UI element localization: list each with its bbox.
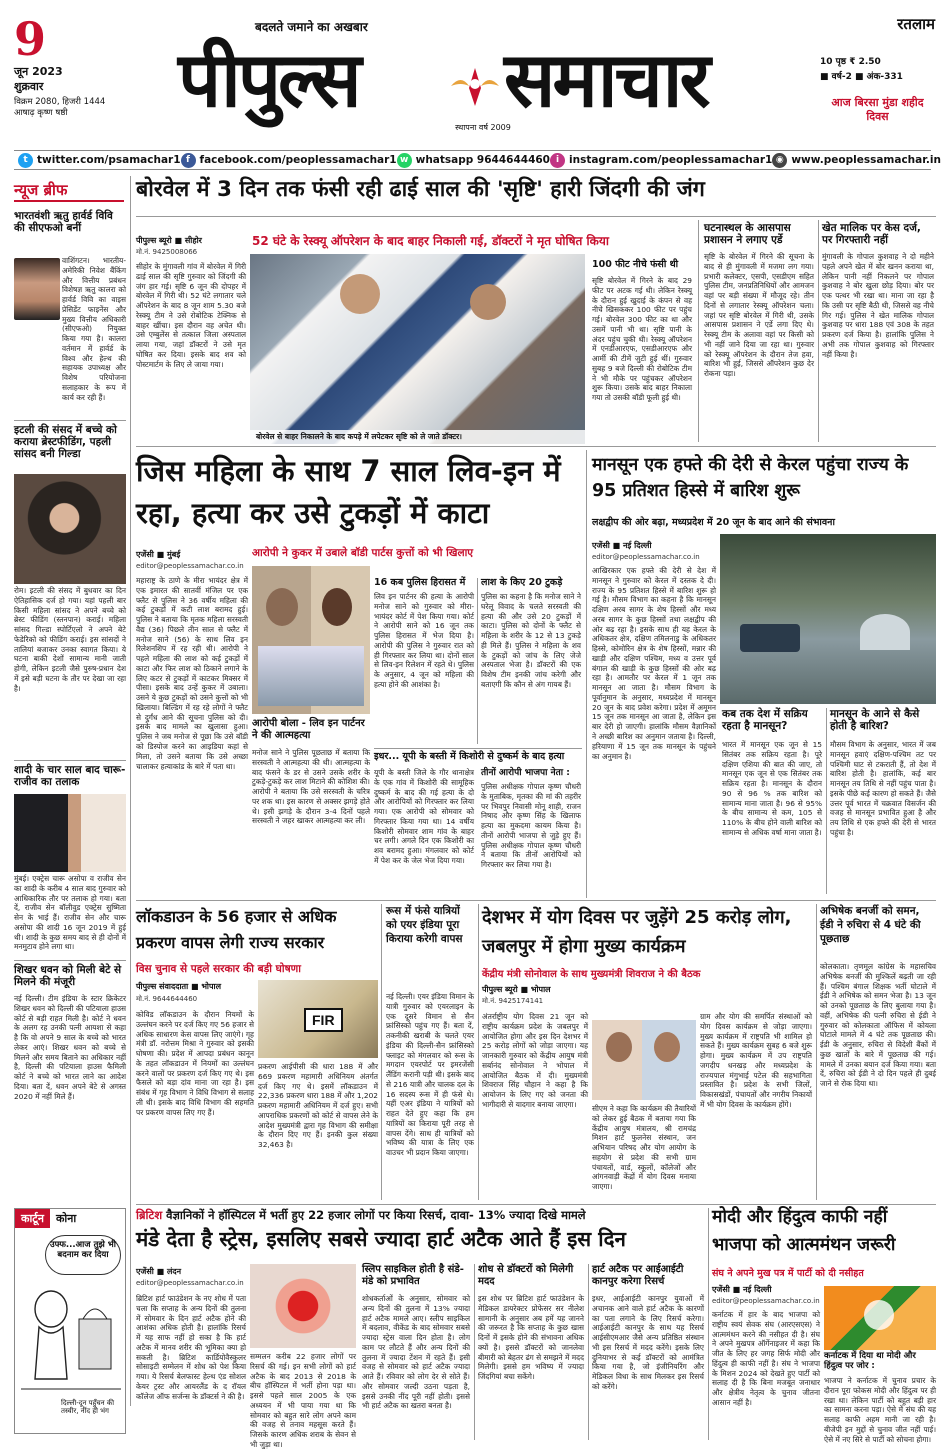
yoga-body1: अंतर्राष्ट्रीय योग दिवस 21 जून को राष्ट्रीय कार्यक्रम प्रदेश के जबलपुर में आयोजित होगा और इस दिन देशभर में 25 करोड़ लोगों को जोड़ा जाएगा। यह जानकारी गुरुवार को केंद्रीय आयुष मंत्री सर्बानंद सोनोवाल ने भोपाल में आयोजित बैठक में दी। मुख्यमंत्री शिवराज सिंह चौहान ने कहा है कि आयोजन के लिए गए को जनता की भागीदारी से यादगार बनाया जाएगा। [482,1012,588,1109]
modi-s1-text: भाजपा ने कर्नाटक में चुनाव प्रचार के दौरान पूरा फोकस मोदी और हिंदुत्व पर ही रखा था। लेकिन पार्टी को बहुत बड़ी हार का सामना करना पड़ा। ऐसे में संघ की यह सलाह काफी अहम मानी जा रही है। बीजेपी इन मुद्दों से चुनाव जीत नहीं पाई। ऐसे में नए सिरे से पार्टी को सोचना होगा। [824,1376,936,1444]
modi-photo [824,1286,936,1350]
cartoon-caption: दिल्ली-दून पहुँचन की तस्वीर, नींद ही भंग [61,1399,115,1416]
brief1-photo [14,258,60,320]
modi-s1-head: कर्नाटक में दिया था मोदी और हिंदुत्व पर जोर : [824,1351,916,1371]
social-website[interactable]: ◉ www.peoplessamachar.in [772,153,941,168]
lockdown-mobile: मो.नं. 9644644460 [136,995,198,1003]
social-instagram[interactable]: i instagram.com/peoplessamachar1 [550,153,772,168]
heart-s2-head: शोध से डॉक्टरों को मिलेगी मदद [478,1264,574,1287]
brief2-photo [14,474,126,584]
murder-body: महाराष्ट्र के ठाणे के मीरा भायंदर क्षेत्र में एक इमारत की सातवीं मंजिल पर एक फ्लैट से पुलिस ने 36 वर्षीय महिला की कई टुकड़ों में कटी लाश बरामद हुई। पुलिस ने बताया कि मृतक महिला सरस्वती वैद्य (36) पिछले तीन साल से फ्लैट में मनोज साने (56) के साथ लिव इन रिलेशनशिप में रह रही थी। आरोपी ने पहले महिला की लाश को कई टुकड़ों में काटा और फिर लाश को ठिकाने लगाने के लिए कटर से टुकड़ों में काटकर मिक्सर में पीसा। इसके बाद उन्हें कुकर में उबाला। उसने ये कुछ टुकड़ों को उसने कुत्तों को भी खिलाया। बिल्डिंग में रह रहे लोगों ने फ्लैट से दुर्गंध आने की सूचना पुलिस को दी। इसके बाद मामले का खुलासा हुआ। पुलिस ने जब मनोज से पूछा कि उसे बॉडी को डिस्पोज करने का आइडिया कहां से मिला, तो उसने बताया कि उसे अच्छा चालाकर हत्याकांड के बारे में पता था। [136,576,248,771]
year-issue: ■ वर्ष-2 ■ अंक-331 [820,72,903,82]
monsoon-s1-text: भारत में मानसून एक जून से 15 सितंबर तक सक्रिय रहता है। पूरे दक्षिण एशिया की बात की जाए, तो मानसून एक जून से एक सितंबर तक सक्रिय रहता है। मानसून के दौरान 90 से 96 % तक बारिश को सामान्य माना जाता है। 96 से 95% के बीच सामान्य से कम, 105 से 110% के बीच होने वाली बारिश को सामान्य से अधिक वर्षा माना जाता है। [722,740,822,837]
social-facebook[interactable]: f facebook.com/peoplessamachar1 [181,153,397,168]
abhishek-headline: अभिषेक बनर्जी को समन, ईडी ने रुचिरा से 4 घंटे की पूछताछ [820,905,921,946]
lockdown-subheadline: विस चुनाव से पहले सरकार की बड़ी घोषणा [136,963,301,975]
monsoon-photo [720,534,936,704]
founded-year: स्थापना वर्ष 2009 [455,123,511,132]
brief3-headline: शादी के चार साल बाद चारू-राजीव का तलाक [14,764,126,789]
lead-photo-caption: बोरवेल से बाहर निकालने के बाद कपड़े में लपेटकर सृष्टि को ले जाते डॉक्टर। [250,430,585,444]
murder-email: editor@peoplessamachar.co.in [136,562,244,570]
murder-s2-head: लाश के किए 20 टुकड़े [481,577,563,588]
lead-photo [250,254,585,444]
social-whatsapp[interactable]: w whatsapp 9644644460 [397,153,550,168]
monsoon-s1-head: कब तक देश में सक्रिय रहता है मानसून? [722,708,808,733]
murder-s2-text: पुलिस का कहना है कि मनोज साने ने घरेलू विवाद के चलते सरस्वती की हत्या की और उसे 20 टुकड़ों में काटा। पुलिस को दोनों के फ्लैट से महिला के शरीर के 12 से 13 टुकड़े ही मिले हैं। पुलिस ने महिला के शव के टुकड़ों को जांच के लिए जेजे अस्पताल भेजा है। डॉक्टरों की एक विशेष टीम इनकी जांच करेगी और बताएगी कि कौन से अंग गायब हैं। [481,592,581,689]
modi-headline2: भाजपा को आत्ममंथन जरूरी [712,1235,896,1255]
brief1-headline: भारतवंशी ऋतु हार्वर्ड विवि की सीएफओ बनीं [14,210,113,235]
monsoon-email: editor@peoplessamachar.co.in [592,553,700,561]
murder-s1-text: लिव इन पार्टनर की हत्या के आरोपी मनोज साने को गुरुवार को मीरा-भायंदर कोर्ट में पेश किया गया। कोर्ट ने आरोपी साने को 16 जून तक पुलिस हिरासत में भेज दिया है। आरोपी की पुलिस ने गुरुवार रात को ही गिरफ्तार कर लिया था। दोनों साल से लिव-इन रिलेशन में रहते थे। पुलिस के अनुसार, 4 जून को महिला की हत्या होने की आशंका है। [374,592,474,689]
lockdown-photo [258,980,378,1058]
lead-body: सीहोर के मुंगावली गांव में बोरवेल में गिरी ढाई साल की सृष्टि गुरुवार को जिंदगी की जंग हार गई। सृष्टि 6 जून की दोपहर में बोरवेल में गिरी थी। 52 घंटे लगातार चले ऑपरेशन के बाद 8 जून शाम 5.30 बजे रेस्क्यू टीम ने उसे रोबोटिक टेक्निक से बाहर खींचा। इस दौरान वह अचेत थी। उसे एम्बुलेंस से तत्काल जिला अस्पताल लाया गया, जहां डॉक्टरों ने उसे मृत घोषित कर दिया। इसके बाद शव को पोस्टमार्टम के लिए ले जाया गया। [136,262,246,369]
heart-s2-text: इस शोध पर ब्रिटिश हार्ट फाउंडेशन के मेडिकल डायरेक्टर प्रोफेसर सर नीलेश सामानी के अनुसार अब हमें यह जानने की जरूरत है कि सप्ताह के कुछ खास दिनों में इसके होने की संभावना अधिक क्यों है। इससे डॉक्टरों को जानलेवा बीमारी को बेहतर ढंग से समझने में मदद मिलेगी। इससे हम भविष्य में ज्यादा जिंदगियां बचा सकेंगे। [478,1294,584,1382]
heart-kicker: ब्रिटिश [136,1208,163,1222]
date-paksh: आषाढ़ कृष्ण षष्ठी [14,108,68,118]
modi-email: editor@peoplessamachar.co.in [712,1297,820,1305]
pages-price: 10 पृष्ठ ₹ 2.50 [820,57,881,67]
lead-s3-head: खेत मालिक पर केस दर्ज, पर गिरफ्तारी नहीं [822,222,921,247]
russia-headline: रूस में फंसे यात्रियों को एयर इंडिया पूरा किराया करेगी वापस [386,905,463,946]
modi-subheadline: संघ ने अपने मुख पत्र में पार्टी को दी नसीहत [712,1268,864,1279]
brief-label: न्यूज ब्रीफ [14,180,124,202]
heart-photo [250,1264,356,1348]
edition-info [820,14,935,144]
monsoon-byline: एजेंसी ■ नई दिल्ली [592,541,652,550]
masthead-title-right: समाचार [504,35,708,124]
yoga-mobile: मो.नं. 9425174141 [482,997,544,1005]
murder-s5-head: तीनों आरोपी भाजपा नेता : [481,768,570,778]
cartoon-bubble: उफ्फ...आज तुझे भी बदनाम कर दिया [45,1235,121,1275]
lead-side-text: सृष्टि बोरवेल में गिरने के बाद 29 फीट पर अटक गई थी। लेकिन रेस्क्यू के दौरान हुई खुदाई के कंपन से वह नीचे खिसककर 100 फीट पर पहुंच गई। बोरवेल 300 फीट का था और उसमें पानी भी था। सृष्टि पानी के अंदर पहुंच चुकी थी। रेस्क्यू ऑपरेशन में एनडीआरएफ, एसडीआरएफ और आर्मी की टीमें जुटी हुई थीं। गुरुवार सुबह 9 बजे दिल्ली की रोबोटिक टीम ने भी मौके पर पहुंचकर ऑपरेशन शुरू किया। उसके बाद बाहर निकाला गया तो उसकी बॉडी फूली हुई थी। [592,276,692,403]
murder-photo [252,566,370,714]
date-box [14,12,114,166]
modi-body: कर्नाटक में हार के बाद भाजपा को राष्ट्रीय स्वयं सेवक संघ (आरएसएस) ने आत्ममंथन करने की नसीहत दी है। संघ ने अपने मुखपत्र ऑर्गेनाइजर में कहा कि जीत के लिए हर जगह सिर्फ मोदी और हिंदुत्व ही काफी नहीं है। संघ ने भाजपा के मिशन 2024 को देखते हुए पार्टी को सलाह दी है कि बिना मजबूत जनाधार और क्षेत्रीय नेतृत्व के चुनाव जीतना आसान नहीं है। [712,1310,820,1407]
abhishek-body: कोलकाता। तृणमूल कांग्रेस के महासचिव अभिषेक बनर्जी की मुश्किलें बढ़ती जा रही हैं। पश्चिम बंगाल शिक्षक भर्ती घोटाले में ईडी ने अभिषेक को समन भेजा है। 13 जून को उनको पूछताछ के लिए बुलाया गया है। वहीं, अभिषेक की पत्नी रुचिरा से ईडी ने गुरुवार को कोलकाता ऑफिस में कोयला घोटाले मामले में 4 घंटे तक पूछताछ की। ईडी के अनुसार, रुचिरा से विदेशी बैंकों में कुछ खातों के बारे में पूछताछ की गई। मामले में उनका बयान दर्ज किया गया। बता दें, रुचिरा को ईडी ने दो दिन पहले ही दुबई जाने से रोक दिया था। [820,962,936,1089]
date-vikram: विक्रम 2080, हिजरी 1444 [14,97,106,107]
date-month: जून 2023 [14,65,63,78]
murder-s4-head: इधर... यूपी के बस्ती में किशोरी से दुष्कर्म के बाद हत्या [374,751,565,762]
heart-byline: एजेंसी ■ लंदन [136,1267,182,1276]
edition-city: रतलाम [897,15,935,33]
brief4-headline: शिखर धवन को मिली बेटे से मिलने की मंजूरी [14,964,122,989]
heart-s3-head: हार्ट अटैक पर आईआईटी कानपुर करेगा रिसर्च [592,1264,684,1287]
heart-headline1: वैज्ञानिकों ने हॉस्पिटल में भर्ती हुए 22 हजार लोगों पर किया रिसर्च, दावा- 13% ज्यादा दिखे मामले [166,1208,586,1222]
russia-body: नई दिल्ली। एयर इंडिया विमान के यात्री गुरुवार को एयरलाइन के एक दूसरे विमान से सैन फ्रांसिस्को पहुंच गए हैं। बता दें, तकनीकी खराबी के चलते एयर इंडिया की दिल्ली-सैन फ्रांसिस्को फ्लाइट को मंगलवार को रूस के मगदान एयरपोर्ट पर इमरजेंसी लैंडिंग करानी पड़ी थी। इसके बाद से 216 यात्री और चालक दल के 16 सदस्य रूस में ही फंसे थे। यहीं एअर इंडिया ने यात्रियों को राहत देते हुए कहा कि हम यात्रियों का किराया पूरी तरह से वापस देंगे। साथ ही यात्रियों को भविष्य की यात्रा के लिए एक वाउचर भी प्रदान किया जाएगा। [386,992,474,1158]
anniversary-note: आज बिरसा मुंडा शहीद दिवस [831,96,924,124]
whatsapp-icon: w [397,153,412,168]
heart-body1: ब्रिटिश हार्ट फाउंडेशन के नए शोध में पता चला कि सप्ताह के अन्य दिनों की तुलना में सोमवार के दिन हार्ट अटैक होने की आशंका अधिक होती है। हालांकि रिसर्च में यह साफ नहीं हो सका है कि हार्ट अटैक में मानव शरीर की भूमिका क्या हो सकती है। ब्रिटिश कार्डियोवैस्कुलर सोसाइटी सम्मेलन में शोध को पेश किया गया। ये रिसर्च बेलफास्ट हेल्थ एंड सोशल केयर ट्रस्ट और आयरलैंड के द रॉयल कॉलेज ऑफ सर्जन्स के डॉक्टर्स ने की है। [136,1294,246,1401]
yoga-photo [592,1020,696,1100]
heart-headline2: मंडे देता है स्ट्रेस, इसलिए सबसे ज्यादा हार्ट अटैक आते हैं इस दिन [136,1227,626,1251]
cartoon-drawing-icon [21,1279,121,1399]
instagram-icon: i [550,153,565,168]
heart-email: editor@peoplessamachar.co.in [136,1279,244,1287]
globe-icon: ◉ [772,153,787,168]
lockdown-byline: पीपुल्स संवाददाता ■ भोपाल [136,982,222,991]
murder-s1-head: 16 कब पुलिस हिरासत में [374,577,466,588]
lead-headline: बोरवेल में 3 दिन तक फंसी रही ढाई साल की 'सृष्टि' हारी जिंदगी की जंग [136,177,705,202]
lead-s3-text: मुंगावली के गोपाल कुशवाह ने दो महीने पहले अपने खेत में बोर खनन कराया था, लेकिन पानी नहीं निकलने पर गोपाल कुशवाह ने बोर खुला छोड़ दिया। बोर पर एक पत्थर भी रखा था। माना जा रहा है कि उसी पर सृष्टि बैठी थी, जिससे वह नीचे गिर गई। पुलिस ने खेत मालिक गोपाल कुशवाह पर धारा 188 एवं 308 के तहत प्रकरण दर्ज किया है। हालांकि पुलिस ने अभी तक गोपाल कुशवाह को गिरफ्तार नहीं किया है। [822,252,934,359]
brief4-text: नई दिल्ली। टीम इंडिया के स्टार क्रिकेटर शिखर धवन को दिल्ली की पटियाला हाउस कोर्ट से बड़ी राहत मिली है। कोर्ट ने धवन के अलग रह उनकी पत्नी आयशा से कहा है कि वो अपने 9 साल के बच्चे को भारत लेकर आएं। शिखर धवन को बच्चे से मिलने और समय बिताने का अधिकार नहीं है, दिल्ली की पटियाला हाउस फैमिली कोर्ट ने बच्चे को भारत लाने का आदेश दिया। बता दें, धवन अपने बेटे से अगस्त 2020 में नहीं मिले हैं। [14,994,126,1101]
murder-headline: जिस महिला के साथ 7 साल लिव-इन में रहा, हत्या कर उसे टुकड़ों में काटा [136,454,561,531]
murder-s5-text: पुलिस अधीक्षक गोपाल कृष्ण चौधरी के मुताबिक, मृतका की मां की तहरीर पर भिवपुर निवासी मोनू शाही, राजन निषाद और कृष्ण सिंह के खिलाफ हत्या का मुकदमा कायम किया है। तीनों आरोपी भाजपा से जुड़े हुए हैं। पुलिस अधीक्षक गोपाल कृष्ण चौधरी ने बताया कि तीनों आरोपियों को गिरफ्तार कर लिया गया है। [481,782,581,870]
monsoon-body: आखिरकार एक हफ्ते की देरी से देश में मानसून ने गुरुवार को केरल में दस्तक दे दी। राज्य के 95 प्रतिशत हिस्से में बारिश शुरू हो गई है। मौसम विभाग का कहना है कि मानसून दक्षिण अरब सागर के शेष हिस्सों और मध्य अरब सागर के कुछ हिस्सों तथा लक्षद्वीप की ओर बढ़ रहा है। इसके साथ ही यह केरल के अधिकतर क्षेत्र, दक्षिण तमिलनाडु के अधिकतर हिस्से, कोमोरिन क्षेत्र के शेष हिस्सों, मन्नार की खाड़ी और दक्षिण पश्चिम, मध्य व उत्तर पूर्व बंगाल की खाड़ी के कुछ हिस्सों की ओर बढ़ रहा है। आमतौर पर केरल में 1 जून तक मानसून आ जाता है। मौसम विभाग के पूर्वानुमान के अनुसार, मध्यप्रदेश में मानसून 20 जून के बाद प्रवेश करेगा। प्रदेश में अमूमन 15 जून तक मानसून आ जाता है, लेकिन इस बार देरी हो जाएगी। हालांकि मौसम वैज्ञानिकों ने अच्छी बारिश का अनुमान जताया है। दिल्ली, हरियाणा में 15 जून तक मानसून के पहुंचने का अनुमान है। [592,566,716,761]
lead-s2-text: सृष्टि के बोरवेल में गिरने की सूचना के बाद से ही मुंगावली में मजमा लग गया। प्रभारी कलेक्टर, एसपी, एसडीएम सहित पुलिस टीम, जनप्रतिनिधियों और आमजन वहां पर बड़ी संख्या में मौजूद रहे। तीन दिनों से लगातार रेस्क्यू ऑपरेशन चला। जहां पर सृष्टि बोरवेल में गिरी थी, उसके आसपास प्रशासन ने एर्डे लगा दिए थे। रेस्क्यू टीम के अलावा वहां पर किसी को भी नहीं जाने दिया जा रहा था। गुरुवार को रेस्क्यू ऑपरेशन के दौरान तेज हवा, बारिश भी हुई, जिससे ऑपरेशन कुछ देर रोकना पड़ा। [704,252,814,379]
date-day: शुक्रवार [14,80,44,93]
social-twitter[interactable]: t twitter.com/psamachar1 [18,153,181,168]
lead-subheadline: 52 घंटे के रेस्क्यू ऑपरेशन के बाद बाहर निकाली गई, डॉक्टरों ने मृत घोषित किया [252,234,609,248]
yoga-body2: सीएम ने कहा कि कार्यक्रम की तैयारियों को लेकर हुई बैठक में बताया गया कि केंद्रीय आयुष मंत्रालय, श्री रामचंद्र मिशन हार्ट फुलनेस संस्थान, जन अभियान परिषद और योग आयोग के सहयोग से प्रदेश की सभी ग्राम पंचायतों, वार्ड, स्कूलों, कॉलेजों और आंगनवाड़ी केंद्रों में योग दिवस मनाया जाएगा। [592,1104,696,1192]
modi-headline1: मोदी और हिंदुत्व काफी नहीं [712,1207,888,1227]
murder-s3-head: आरोपी बोला - लिव इन पार्टनर ने की आत्महत्या [252,718,365,741]
yoga-byline: पीपुल्स ब्यूरो ■ भोपाल [482,985,551,994]
yoga-headline: देशभर में योग दिवस पर जुड़ेंगे 25 करोड़ लोग, जबलपुर में होगा मुख्य कार्यक्रम [482,907,792,957]
brief3-photo [14,794,126,872]
yoga-subheadline: केंद्रीय मंत्री सोनोवाल के साथ मुख्यमंत्री शिवराज ने की बैठक [482,969,701,980]
heart-body2: सम्मलन करीब 22 हजार लोगों पर रिसर्च की गई। इन सभी लोगों को हार्ट अटैक के बाद 2013 से 2018 के बीच हॉस्पिटल में भर्ती होना पड़ा था। इससे पहले साल 2005 के एक अध्ययन में भी पाया गया था कि सोमवार को बहुत सारे लोग अपने काम की वजह से तनाव महसूस करते हैं। जिसके कारण अधिक शराब के सेवन से भी जुड़ा था। [250,1352,356,1449]
cartoon-label: कार्टून [15,1209,50,1228]
lockdown-body2: प्रकरण आईपीसी की धारा 188 में और 669 प्रकरण महामारी अधिनियम अंतर्गत दर्ज किए गए थे। इसमें लॉकडाउन में 22,336 प्रकरण धारा 188 में और 1,202 प्रकरण महामारी अधिनियम में दर्ज हुए। सभी आपराधिक प्रकरणों को कोर्ट से वापस लेने के आदेश मुख्यमंत्री द्वारा गृह विभाग की समीक्षा के दौरान दिए गए हैं। इनकी कुल संख्या 32,463 है। [258,1062,378,1150]
murder-s4-text: यूपी के बस्ती जिले के गौर थानाक्षेत्र के एक गांव में किशोरी की सामूहिक दुष्कर्म के बाद की गई हत्या के दो और आरोपियों को गिरफ्तार कर लिया गया। एक आरोपी को सोमवार को गिरफ्तार किया गया था। 14 वर्षीय किशोरी सोमवार शाम गांव के बाहर चर लगी। अगले दिन एक किशोरी का शव बरामद हुआ। मंगलवार को कोर्ट में पेश कर के जेल भेज दिया गया। [374,768,474,865]
cartoon-name: कोना [55,1212,77,1225]
facebook-icon: f [181,153,196,168]
cartoon-box [14,1208,126,1434]
murder-subheadline: आरोपी ने कुकर में उबाले बॉडी पार्टस कुत्तों को भी खिलाए [252,547,474,559]
heart-s1-text: शोधकर्ताओं के अनुसार, सोमवार को अन्य दिनों की तुलना में 13% ज्यादा हार्ट अटैक मामले आए। स्लीप साइकिल में बदलाव, वीकेंड के बाद सोमवार सबसे ज्यादा स्ट्रेस वाला दिन होता है। लोग काम पर लौटते हैं और अन्य दिनों की तुलना में ज्यादा टेंशन में रहते हैं। इसी वजह से सोमवार को हार्ट अटैक ज्यादा आते हैं। रविवार को लोग देर से सोते हैं। और सोमवार जल्दी उठना पड़ता है, इससे उनकी नींद पूरी नहीं होती। इससे भी हार्ट अटैक का खतरा बनता है। [362,1294,470,1411]
logo-emblem-icon [447,62,503,112]
lockdown-body1: कोविड लॉकडाउन के दौरान नियमों के उल्लंघन करने पर दर्ज किए गए 56 हजार से अधिक साधारण केस वापस लिए जाएंगे। गृह मंत्री डॉ. नरोत्तम मिश्रा ने गुरुवार को इसकी घोषणा की। प्रदेश में आपदा प्रबंधन कानून के तहत लॉकडाउन में नियमों का उल्लंघन करने वालों पर प्रकरण दर्ज किए गए थे। इस फैसले को बड़ा दांव माना जा रहा है। इस संबंध में गृह विभाग ने विधि विभाग से सलाह ली थी। इसके बाद विधि विभाग की सहमति पर प्रकरण वापस लिए गए हैं। [136,1010,254,1117]
brief2-text: रोम। इटली की संसद में बुधवार का दिन ऐतिहासिक दर्ज हो गया। यहां पहली बार किसी महिला सांसद ने अपने बच्चे को ब्रेस्ट फीडिंग (स्तनपान) कराई। महिला सांसद गिल्डा स्पोर्टिएलो ने अपने बेटे फेडेरिको को फीडिंग कराई। इस सांसदों ने तालियां बजाकर उनका स्वागत किया। ये घटना बाकी देशों सामान्य मानी जाती होगी, लेकिन इटली जैसे पुरुष-प्रधान देश में इसे बड़ी घटना के तौर पर देखा जा रहा है। [14,586,126,693]
heart-top-line [136,1208,706,1224]
lead-s2-head: घटनास्थल के आसपास प्रशासन ने लगाए एर्डे [704,222,791,247]
monsoon-s2-text: मौसम विभाग के अनुसार, भारत में जब मानसून हवाएं दक्षिण-पश्चिम तट पर पश्चिमी घाट से टकराती हैं, तो देश में बारिश होती है। हालांकि, कई बार मानसून तय तिथि से नहीं पहुंच पाता है। इसके पीछे कई कारण हो सकते हैं। जैसे उत्तर पूर्व भारत में चक्रवात विसर्जन की वजह से मानसून प्रभावित हुआ है और तय तिथि से एक हफ्ते की देरी से भारत पहुंचा है। [830,740,936,837]
lead-side-sub: 100 फीट नीचे फंसी थी [592,259,679,270]
murder-byline: एजेंसी ■ मुंबई [136,550,181,559]
fir-label: FIR [304,1008,343,1032]
brief2-headline: इटली की संसद में बच्चे को कराया ब्रेस्टफीडिंग, पहली सांसद बनी गिल्डा [14,424,117,461]
heart-s3-text: इधर, आईआईटी कानपुर युवाओं में अचानक आने वाले हार्ट अटैक के कारणों का पता लगाने के लिए रिसर्च करेगा। आईआईटी कानपुर के साथ यह रिसर्च आईसीएमआर जैसे अन्य प्रतिष्ठित संस्थान भी इस रिसर्च में मदद करेंगे। इसके लिए दुनियाभर से कई डॉक्टरों को आमंत्रित किया गया है, जो इंजीनियरिंग और मेडिकल विधा के साथ मिलकर इस रिसर्च को करेंगे। [592,1294,704,1391]
brief1-text: वाशिंगटन। भारतीय-अमेरिकी निवेश बैंकिंग और वित्तीय प्रबंधन विशेषज्ञ ऋतु कालरा को हार्वर्ड विवि का वाइस प्रेसिडेंट फाइनेंस और मुख्य वित्तीय अधिकारी (सीएफओ) नियुक्त किया गया है। कालरा वर्तमान में हार्वर्ड के विश्व और हेल्थ की सहायक उपाध्यक्ष और विशेष परियोजना सलाहकार के रूप में कार्य कर रही हैं। [62,256,126,402]
social-bar [14,150,941,170]
monsoon-headline: मानसून एक हफ्ते की देरी से केरल पहुंचा राज्य के 95 प्रतिशत हिस्से में बारिश शुरू [592,455,909,502]
lockdown-headline: लॉकडाउन के 56 हजार से अधिक प्रकरण वापस लेगी राज्य सरकार [136,907,337,952]
heart-s1-head: स्लिप साइकिल होती है संडे-मंडे को प्रभावित [362,1264,464,1287]
brief3-text: मुंबई। एक्ट्रेस चारू असोपा व राजीव सेन का शादी के करीब 4 साल बाद गुरुवार को आधिकारिक तौर पर तलाक हो गया। बता दें, राजीव सेन बॉलीवुड एक्ट्रेस सुष्मिता सेन के भाई हैं। राजीव सेन और चारू असोपा की शादी 16 जून 2019 में हुई थी। शादी के कुछ समय बाद से ही दोनों में मनमुटाव होने लगा था। [14,874,126,952]
modi-byline: एजेंसी ■ नई दिल्ली [712,1285,772,1294]
date-number: 9 [14,12,47,66]
monsoon-s2-head: मानसून के आने से कैसे होती है बारिश? [830,708,920,733]
murder-s3-text: मनोज साने ने पुलिस पूछताछ में बताया कि सरस्वती ने आत्महत्या की थी। आत्महत्या के बाद फंसने के डर से उसने उसके शरीर के टुकड़े-टुकड़े कर लाश मिटाने की कोशिश की। आरोपी ने बताया कि उसे सरस्वती के चरित्र पर शक था। इस कारण से अक्सर झगड़े होते थे। इसी झगड़े के दौरान 3-4 दिनों पहले सरस्वती ने जहर खाकर आत्महत्या कर ली। [252,748,370,826]
lead-byline: पीपुल्स ब्यूरो ■ सीहोर [136,236,202,245]
monsoon-subheadline: लक्षद्वीप की ओर बढ़ा, मध्यप्रदेश में 20 जून के बाद आने की संभावना [592,517,835,528]
masthead-title-left: पीपुल्स [178,35,359,124]
yoga-body3: ग्राम और योग की समर्पित संस्थाओं को योग दिवस कार्यक्रम से जोड़ा जाएगा। मुख्य कार्यक्रम में राष्ट्रपति भी शामिल हो सकते हैं। मुख्य कार्यक्रम सुबह 6 बजे शुरू होगा। मुख्य कार्यक्रम में उप राष्ट्रपति जगदीप धनखड़ और मध्यप्रदेश के राज्यपाल मंगुभाई पटेल की सहभागिता प्रस्तावित है। प्रदेश के सभी जिलों, विकासखंडों, पंचायतों और नगरीय निकायों में भी योग दिवस के कार्यक्रम होंगे। [700,1012,812,1109]
lead-mobile: मो.नं. 9425008066 [136,248,198,256]
twitter-icon: t [18,153,33,168]
tagline: बदलते जमाने का अखबार [255,20,368,34]
